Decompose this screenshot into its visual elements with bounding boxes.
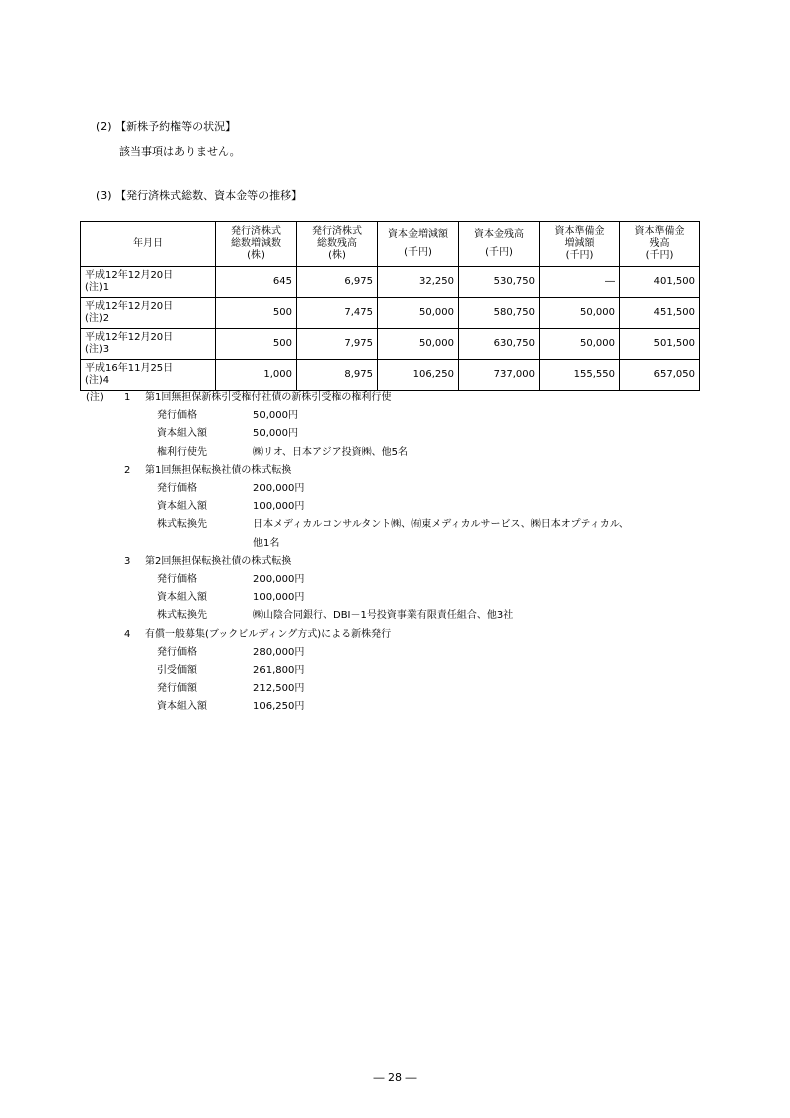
note-number: 3: [124, 555, 131, 567]
row-value-cell: ―: [540, 267, 620, 298]
note-detail-label: 資本組入額: [157, 428, 207, 440]
note-detail-value: 106,250円: [253, 701, 305, 713]
row-value-cell: 50,000: [540, 298, 620, 329]
row-date-cell: 平成12年12月20日 (注)3: [81, 329, 216, 360]
row-value-cell: 50,000: [378, 298, 459, 329]
row-value-cell: 580,750: [459, 298, 540, 329]
note-detail-value: 50,000円: [253, 428, 298, 440]
row-value-cell: 657,050: [620, 360, 700, 391]
note-detail-label: 発行価格: [157, 483, 197, 494]
note-detail-label: 株式転換先: [157, 610, 207, 622]
row-value-cell: 451,500: [620, 298, 700, 329]
note-detail-label: 引受価額: [157, 665, 197, 676]
note-detail-value: 200,000円: [253, 574, 305, 585]
note-detail-value: 212,500円: [253, 683, 305, 695]
section-2-text: 該当事項はありません。: [119, 145, 241, 158]
note-detail-value: 100,000円: [253, 592, 305, 604]
table-header-row: [81, 222, 700, 267]
note-detail-value: 50,000円: [253, 410, 298, 422]
table-row: [81, 329, 700, 360]
share-capital-history-table: [80, 221, 700, 391]
row-value-cell: 32,250: [378, 267, 459, 298]
row-value-cell: 7,975: [297, 329, 378, 360]
header-share-change: 発行済株式 総数増減数 (株): [216, 222, 297, 267]
row-value-cell: 1,000: [216, 360, 297, 391]
note-title: 第1回無担保転換社債の株式転換: [145, 464, 292, 476]
row-value-cell: 6,975: [297, 267, 378, 298]
header-share-balance: 発行済株式 総数残高 (株): [297, 222, 378, 267]
table-row: [81, 298, 700, 329]
row-value-cell: 500: [216, 298, 297, 329]
row-value-cell: 8,975: [297, 360, 378, 391]
note-title: 有償一般募集(ブックビルディング方式)による新株発行: [145, 628, 392, 640]
note-title: 第1回無担保新株引受権付社債の新株引受権の権利行使: [145, 392, 392, 403]
row-value-cell: 401,500: [620, 267, 700, 298]
header-reserve-change: 資本準備金 増減額 (千円): [540, 222, 620, 267]
row-date-cell: 平成12年12月20日 (注)1: [81, 267, 216, 298]
note-detail-label: 資本組入額: [157, 592, 207, 604]
header-capital-balance: 資本金残高 (千円): [459, 222, 540, 267]
note-detail-label: 発行価額: [157, 683, 197, 695]
note-detail-value: ㈱山陰合同銀行、DBI－1号投資事業有限責任組合、他3社: [253, 610, 514, 622]
note-number: 1: [124, 392, 131, 403]
page-number: ― 28 ―: [373, 1071, 417, 1084]
row-value-cell: 737,000: [459, 360, 540, 391]
row-value-cell: 50,000: [378, 329, 459, 360]
row-date-cell: 平成16年11月25日 (注)4: [81, 360, 216, 391]
table-row: [81, 267, 700, 298]
note-detail-value: 280,000円: [253, 646, 305, 658]
row-value-cell: 7,475: [297, 298, 378, 329]
note-detail-value: 他1名: [253, 537, 280, 549]
note-title: 第2回無担保転換社債の株式転換: [145, 555, 292, 567]
row-date-cell: 平成12年12月20日 (注)2: [81, 298, 216, 329]
note-detail-value: 200,000円: [253, 483, 305, 494]
note-detail-label: 資本組入額: [157, 501, 207, 513]
note-number: 4: [124, 628, 131, 640]
header-date: 年月日: [81, 222, 216, 267]
section-2-heading: (2) 【新株予約権等の状況】: [96, 120, 237, 133]
notes-label: (注): [86, 392, 104, 403]
row-value-cell: 106,250: [378, 360, 459, 391]
note-detail-label: 資本組入額: [157, 701, 207, 713]
note-detail-value: 100,000円: [253, 501, 305, 513]
row-value-cell: 630,750: [459, 329, 540, 360]
row-value-cell: 500: [216, 329, 297, 360]
note-detail-label: 発行価格: [157, 574, 197, 585]
note-detail-label: 株式転換先: [157, 519, 207, 531]
note-detail-value: 261,800円: [253, 665, 305, 676]
header-reserve-balance: 資本準備金 残高 (千円): [620, 222, 700, 267]
row-value-cell: 645: [216, 267, 297, 298]
header-capital-change: 資本金増減額 (千円): [378, 222, 459, 267]
row-value-cell: 530,750: [459, 267, 540, 298]
note-detail-label: 権利行使先: [157, 446, 207, 458]
note-detail-label: 発行価格: [157, 410, 197, 422]
row-value-cell: 501,500: [620, 329, 700, 360]
table-row: [81, 360, 700, 391]
note-detail-value: 日本メディカルコンサルタント㈱、㈲東メディカルサービス、㈱日本オプティカル、: [253, 519, 629, 531]
row-value-cell: 155,550: [540, 360, 620, 391]
note-detail-value: ㈱リオ、日本アジア投資㈱、他5名: [253, 446, 408, 458]
row-value-cell: 50,000: [540, 329, 620, 360]
note-number: 2: [124, 464, 131, 476]
section-3-heading: (3) 【発行済株式総数、資本金等の推移】: [96, 189, 303, 202]
note-detail-label: 発行価格: [157, 646, 197, 658]
